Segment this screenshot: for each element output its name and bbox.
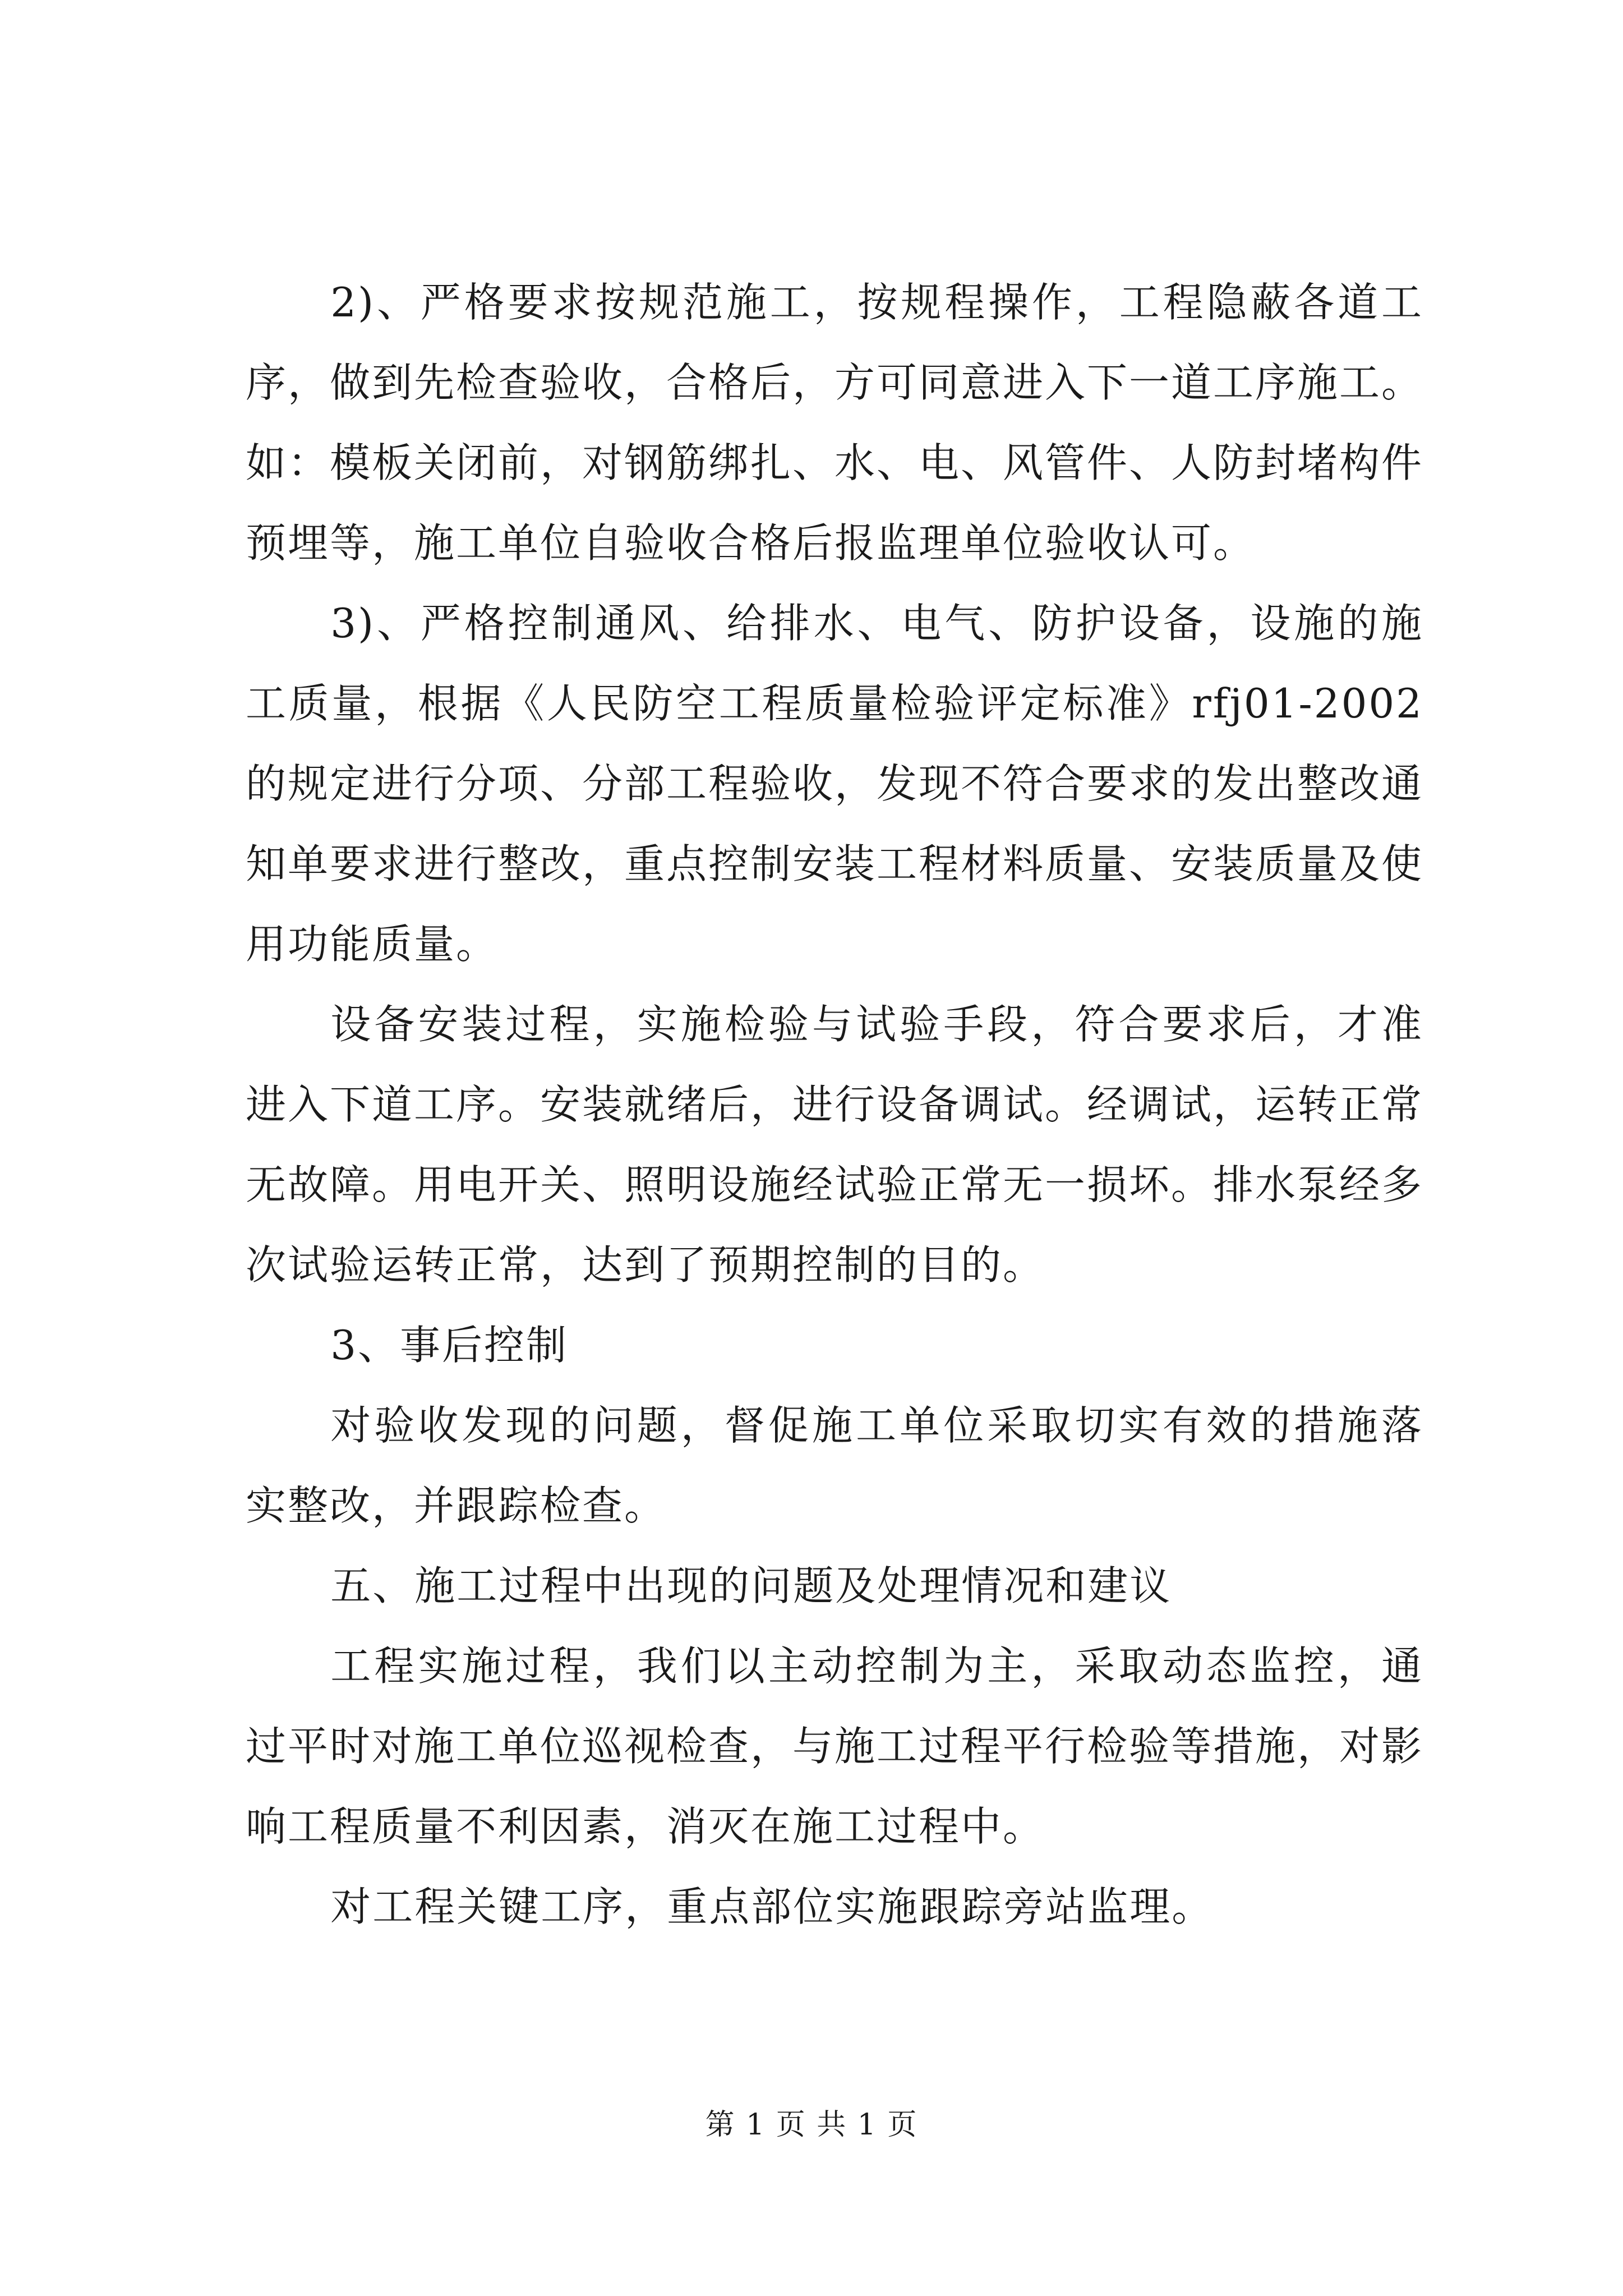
paragraph-key-supervision: 对工程关键工序，重点部位实施跟踪旁站监理。: [330, 1883, 1214, 1930]
document-body: [246, 263, 1423, 1947]
heading-section-five: 五、施工过程中出现的问题及处理情况和建议: [330, 1562, 1172, 1609]
heading-post-control: 3、事后控制: [330, 1322, 568, 1369]
paragraph-issue-rectification: 对验收发现的问题，督促施工单位采取切实有效的措施落实整改，并跟踪检查。: [246, 1402, 1423, 1529]
paragraph-equipment-installation: 设备安装过程，实施检验与试验手段，符合要求后，才准进入下道工序。安装就绪后，进行设备调试。经调试，运转正常无故障。用电开关、照明设施经试验正常无一损坏。排水泵经多次试验运转正常，达到了预期控制的目的。: [246, 1001, 1424, 1289]
paragraph-quality-procedure: 2)、严格要求按规范施工，按规程操作，工程隐蔽各道工序，做到先检查验收，合格后，方可同意进入下一道工序施工。如：模板关闭前，对钢筋绑扎、水、电、风管件、人防封堵构件预埋等，施工单位自验收合格后报监理单位验收认可。: [246, 279, 1424, 567]
paragraph-active-control: 工程实施过程，我们以主动控制为主，采取动态监控，通过平时对施工单位巡视检查，与施工过程平行检验等措施，对影响工程质量不利因素，消灭在施工过程中。: [246, 1642, 1424, 1850]
page-number-footer: 第 1 页 共 1 页: [705, 2108, 918, 2142]
paragraph-equipment-quality-control: 3)、严格控制通风、给排水、电气、防护设备，设施的施工质量，根据《人民防空工程质量检验评定标准》rfj01-2002的规定进行分项、分部工程验收，发现不符合要求的发出整改通知单要求进行整改，重点控制安装工程材料质量、安装质量及使用功能质量。: [246, 600, 1424, 968]
